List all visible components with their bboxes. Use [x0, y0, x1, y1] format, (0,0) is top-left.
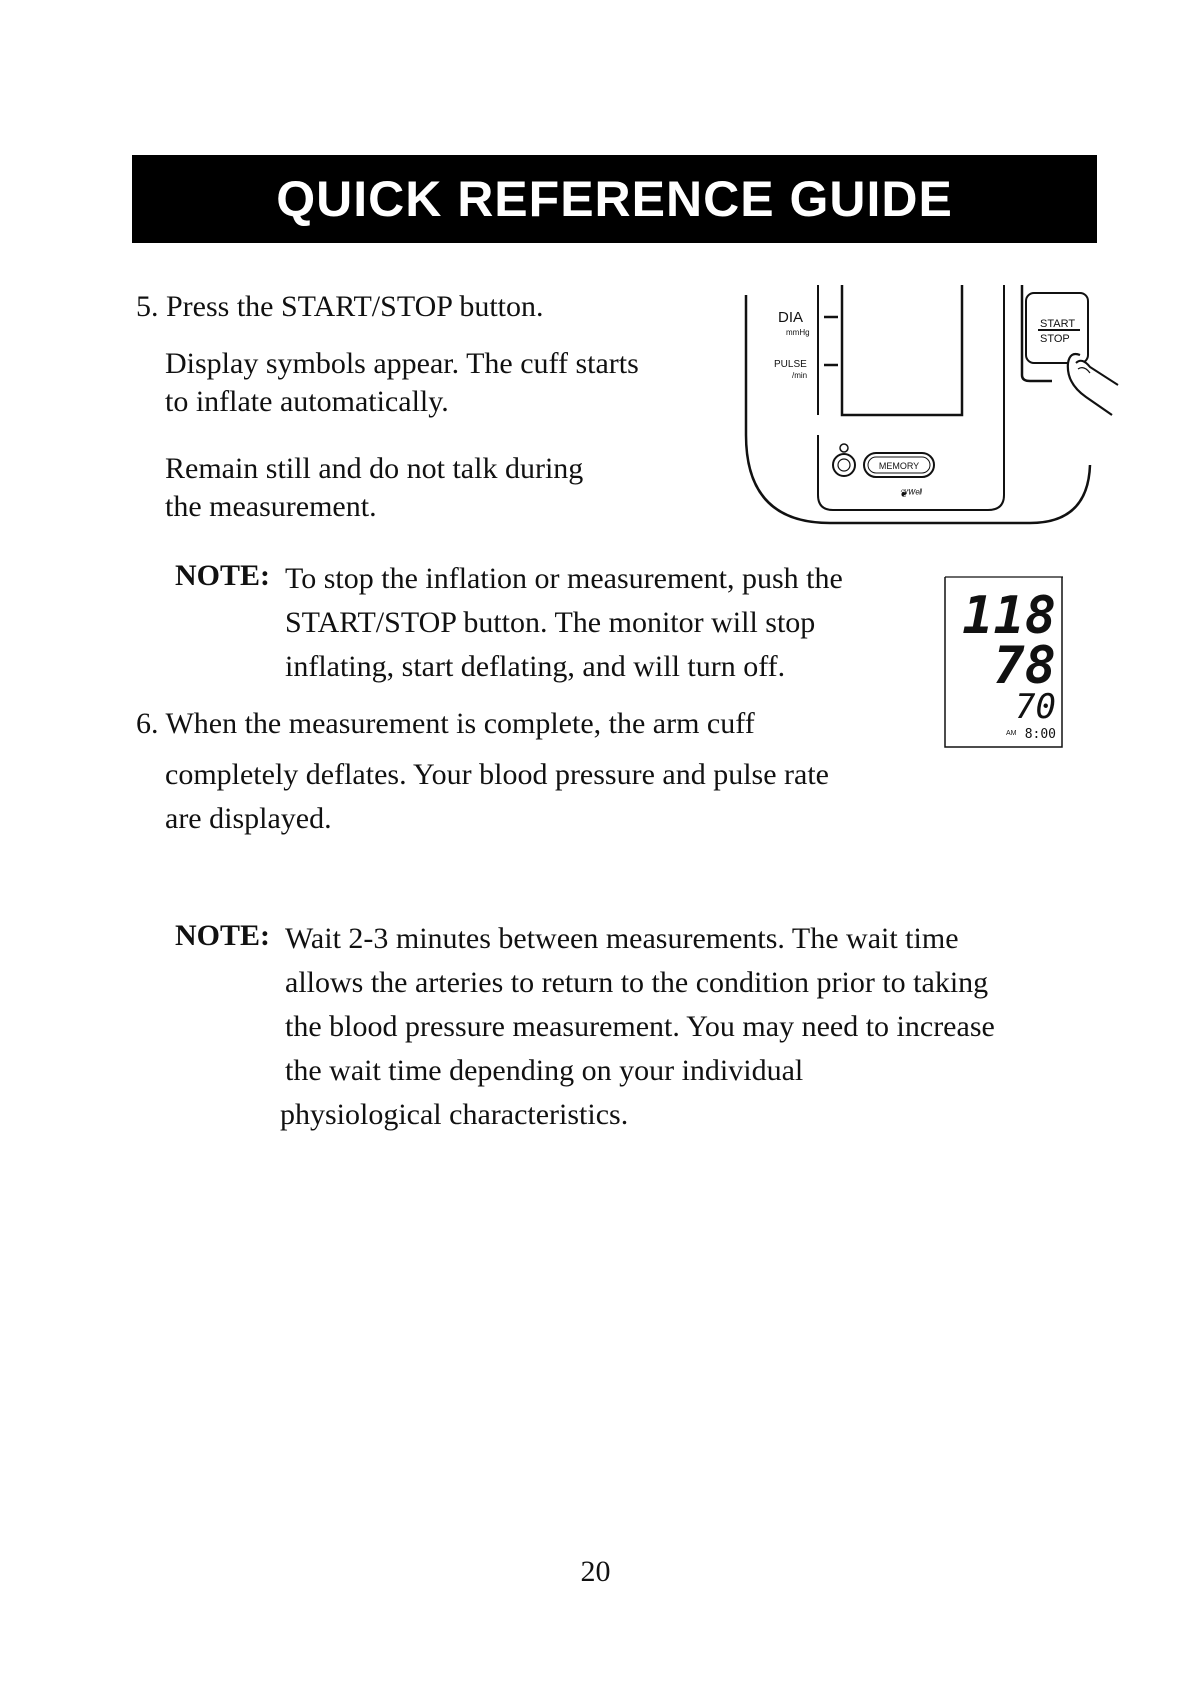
mmhg-label: mmHg	[786, 328, 810, 337]
min-label: /min	[792, 371, 808, 380]
memory-label: MEMORY	[878, 461, 920, 471]
monitor-illustration	[740, 285, 1120, 530]
power-button-icon	[833, 454, 855, 476]
note2-line5: physiological characteristics.	[280, 1098, 629, 1131]
note1-label: NOTE:	[175, 559, 271, 592]
pulse-label: PULSE	[774, 359, 807, 370]
start-label: START	[1040, 318, 1076, 330]
note2-label: NOTE:	[175, 919, 271, 952]
step5-title: Press the START/STOP button.	[166, 290, 544, 323]
page-number: 20	[580, 1555, 611, 1588]
step5-title-line	[136, 288, 544, 326]
step5-para2-line1: Remain still and do not talk during	[165, 452, 584, 485]
brand-logo-icon: ❦ᵂᵉˡˡ	[898, 488, 922, 500]
note1-line2: START/STOP button. The monitor will stop	[285, 606, 816, 639]
am-label: AM	[1006, 730, 1017, 737]
step5-para1-line1: Display symbols appear. The cuff starts	[165, 347, 639, 380]
note2-line2: allows the arteries to return to the condition prior to taking	[285, 966, 989, 999]
note2-line1: Wait 2-3 minutes between measurements. The wait time	[285, 922, 959, 955]
note1-body	[285, 557, 843, 689]
finger-icon	[1068, 354, 1112, 415]
note1-line1: To stop the inflation or measurement, push the	[285, 562, 843, 595]
step5-body2	[165, 450, 583, 526]
stop-label: STOP	[1040, 333, 1070, 345]
step6-number: 6.	[136, 707, 159, 740]
diastolic-value: 78	[993, 636, 1056, 696]
note2-line4: the wait time depending on your individual	[285, 1054, 804, 1087]
note1-line3: inflating, start deflating, and will turn off.	[285, 650, 786, 683]
page-title: QUICK REFERENCE GUIDE	[276, 171, 953, 227]
page-title-banner	[132, 155, 1097, 243]
step5-para2-line2: the measurement.	[165, 490, 377, 523]
step6-line1: 6. When the measurement is complete, the arm cuff	[136, 707, 755, 740]
note2-line3: the blood pressure measurement. You may need to increase	[285, 1010, 995, 1043]
step5-para1-line2: to inflate automatically.	[165, 385, 449, 418]
systolic-value: 118	[962, 586, 1056, 646]
step6-body	[165, 753, 829, 841]
dia-label: DIA	[778, 309, 804, 326]
lcd-display-illustration	[944, 575, 1064, 751]
time-value: 8:00	[1024, 727, 1056, 742]
note2-body	[280, 917, 995, 1137]
pulse-value: 70	[1015, 687, 1056, 727]
step6-line2: completely deflates. Your blood pressure and pulse rate	[165, 758, 829, 791]
step5-body	[165, 345, 639, 421]
step6-line3: are displayed.	[165, 802, 332, 835]
step5-number: 5.	[136, 290, 159, 323]
